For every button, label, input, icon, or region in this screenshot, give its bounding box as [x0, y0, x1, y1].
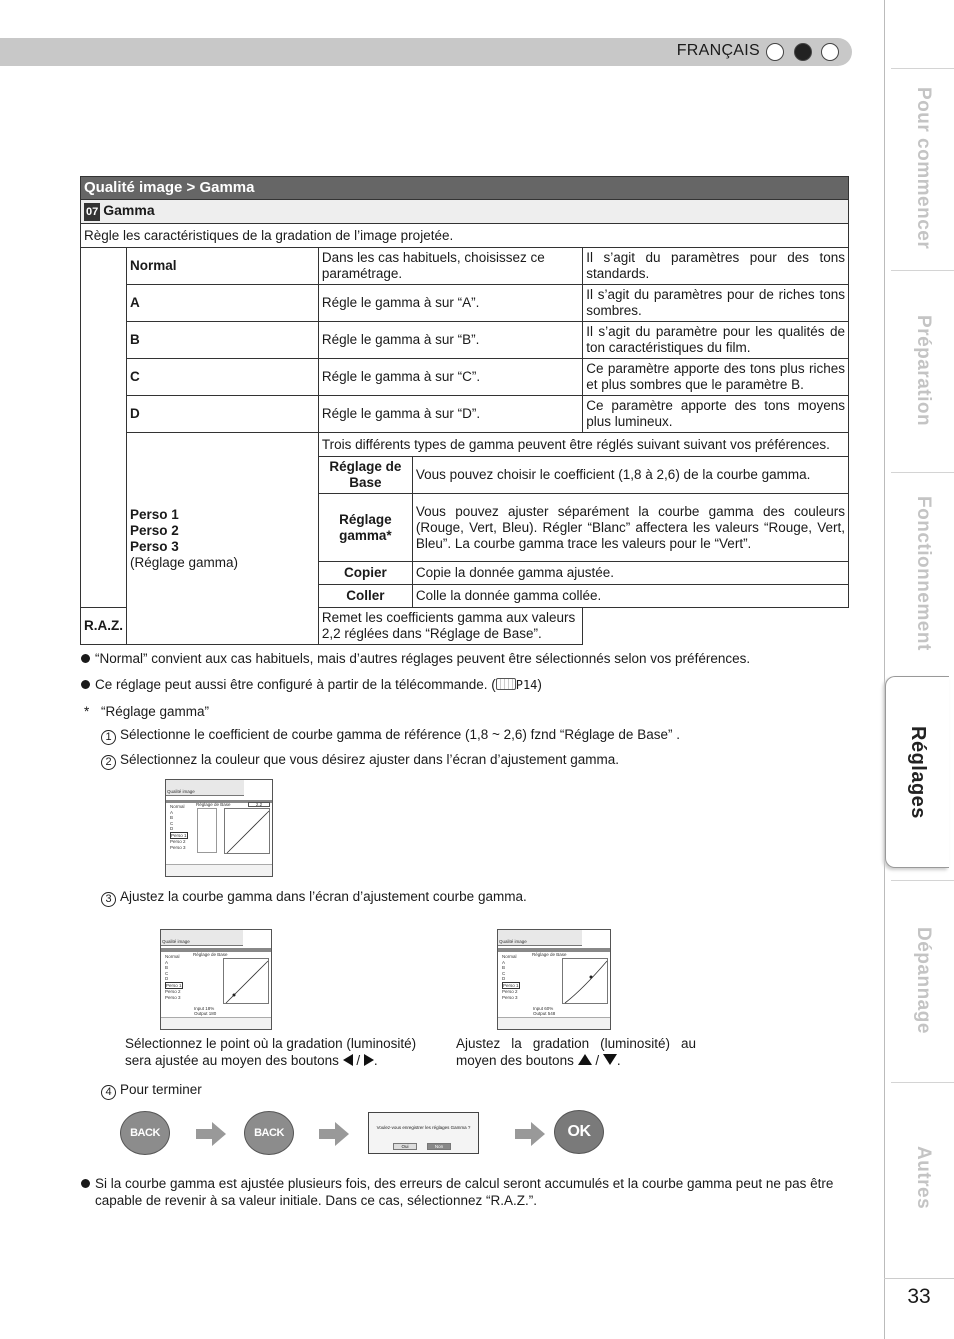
screen-list: Normal A B C D Perso 1 Perso 2 Perso 3 [170, 804, 187, 850]
step-1: 1 Sélectionne le coefficient de courbe gamma de référence (1,8 ~ 2,6) fznd “Réglage de Base” . [101, 726, 861, 745]
step-2: 2 Sélectionnez la couleur que vous désirez ajuster dans l’écran d’ajustement gamma. [101, 751, 861, 770]
row-note: Ce paramètre apporte des tons plus riches et plus sombres que le paramètre B. [583, 359, 849, 396]
page-reference[interactable]: P14 [515, 678, 538, 692]
tab-pour-commencer[interactable]: Pour commencer [891, 68, 954, 268]
screen-list: Normal A B C D Perso 1 Perso 2 Perso 3 [502, 954, 519, 1000]
screen-menu-bar: Qualité image [166, 780, 244, 796]
language-dot-icon [821, 43, 839, 61]
save-dialog [368, 1112, 479, 1154]
row-name: A [127, 285, 319, 322]
row-action: Régle le gamma à sur “C”. [318, 359, 582, 396]
table-row [81, 359, 849, 396]
star-title: “Réglage gamma” [101, 704, 210, 719]
down-arrow-icon [603, 1054, 617, 1065]
perso-cell [127, 433, 319, 645]
row-name: Normal [127, 248, 319, 285]
screen-buttons [197, 808, 217, 853]
dialog-text: Voulez-vous enregistrer les réglages Gamma ? [376, 1125, 471, 1130]
row-note: Il s’agit du paramètres pour de riches tons sombres. [583, 285, 849, 322]
row-note: Ce paramètre apporte des tons moyens plus lumineux. [583, 396, 849, 433]
table-row [81, 285, 849, 322]
ok-button-icon: OK [554, 1110, 604, 1154]
subrow-desc: Vous pouvez ajuster séparément la courbe gamma des couleurs (Rouge, Vert, Bleu). Régler “Blanc” affectera les valeurs “Rouge, Vert, Bleu”. La courbe gamma trace les valeurs pour le “Vert”. [412, 494, 848, 562]
table-row [81, 322, 849, 359]
screen-footer [498, 1017, 610, 1029]
language-dot-active-icon [794, 43, 812, 61]
item-description: Règle les caractéristiques de la gradation de l’image projetée. [81, 224, 849, 248]
perso-name: Perso 3 [130, 538, 179, 554]
table-row [81, 248, 849, 285]
indent-cell [81, 248, 127, 608]
row-action: Dans les cas habituels, choisissez ce paramétrage. [318, 248, 582, 285]
arrow-right-icon [515, 1122, 545, 1146]
screen-list: Normal A B C D Perso 1 Perso 2 Perso 3 [165, 954, 182, 1000]
screen-menu-bar: Qualité image [498, 930, 582, 946]
screen-footer [166, 864, 272, 876]
row-action: Régle le gamma à sur “B”. [318, 322, 582, 359]
step-number-icon: 2 [101, 755, 116, 770]
subrow-name: Réglage de Base [318, 457, 412, 494]
subrow-name: Réglage gamma* [318, 494, 412, 562]
row-action: Régle le gamma à sur “D”. [318, 396, 582, 433]
step-3: 3 Ajustez la courbe gamma dans l’écran d’ajustement courbe gamma. [101, 888, 861, 907]
screen-sub-label: Réglage de Base [196, 802, 231, 807]
gamma-graph [223, 958, 269, 1004]
perso-suffix: (Réglage gamma) [130, 554, 239, 570]
screen-io-values: Input 18% Output 180 [194, 1006, 217, 1016]
row-name: C [127, 359, 319, 396]
arrow-right-icon [319, 1122, 349, 1146]
screen-menu-bar: Qualité image [161, 930, 243, 946]
table-title: Qualité image > Gamma [81, 177, 849, 200]
screen-sub-label: Réglage de Base [193, 952, 228, 957]
step-number-icon: 4 [101, 1085, 116, 1100]
subrow-desc: Colle la donnée gamma collée. [412, 585, 848, 608]
gamma-graph [224, 808, 270, 854]
language-dot-icon [766, 43, 784, 61]
caption-right: Ajustez la gradation (luminosité) au moyen des boutons / . [456, 1036, 696, 1068]
dialog-yes-button: Oui [393, 1143, 417, 1150]
caption-left: Sélectionnez le point où la gradation (luminosité) sera ajustée au moyen des boutons / . [125, 1036, 417, 1068]
gamma-table [80, 176, 849, 645]
language-label: FRANÇAIS [676, 42, 760, 59]
up-arrow-icon [578, 1054, 592, 1065]
language-bar [0, 38, 852, 66]
tab-depannage[interactable]: Dépannage [891, 880, 954, 1080]
step-number-icon: 1 [101, 730, 116, 745]
bullet-icon [81, 654, 90, 663]
gamma-graph [562, 958, 608, 1004]
note-bullet: Si la courbe gamma est ajustée plusieurs fois, des erreurs de calcul seront accumulés et la courbe gamma peut ne pas être capable de revenir à sa valeur initiale. Dans ce cas, sélectionnez “R.A.Z.”. [95, 1176, 834, 1208]
back-button-icon: BACK [244, 1111, 294, 1155]
tab-autres[interactable]: Autres [891, 1082, 954, 1272]
note-bullet: “Normal” convient aux cas habituels, mais d’autres réglages peuvent être sélectionnés selon vos préférences. [95, 651, 751, 666]
item-number-badge: 07 [84, 203, 100, 221]
chapter-sidebar [884, 0, 954, 1339]
gamma-curve-screen-thumbnail [160, 929, 272, 1030]
subrow-desc: Vous pouvez choisir le coefficient (1,8 à 2,6) de la courbe gamma. [412, 457, 848, 494]
row-name: B [127, 322, 319, 359]
bullet-icon [81, 1179, 90, 1188]
subrow-name: R.A.Z. [81, 608, 127, 645]
tab-fonctionnement[interactable]: Fonctionnement [891, 472, 954, 674]
subrow-desc: Copie la donnée gamma ajustée. [412, 562, 848, 585]
item-name: Gamma [103, 202, 155, 218]
back-button-icon: BACK [120, 1111, 170, 1155]
row-note: Il s’agit du paramètres pour des tons standards. [583, 248, 849, 285]
screen-footer [161, 1017, 271, 1029]
subrow-desc: Remet les coefficients gamma aux valeurs 2,2 réglées dans “Réglage de Base”. [318, 608, 582, 645]
right-arrow-icon [364, 1054, 374, 1066]
perso-name: Perso 2 [130, 522, 179, 538]
subrow-name: Coller [318, 585, 412, 608]
screen-sub-label: Réglage de Base [532, 952, 567, 957]
page-reference-icon [496, 678, 516, 690]
gamma-screen-thumbnail [165, 779, 273, 877]
dialog-no-button: Non [427, 1143, 451, 1150]
step-4: 4 Pour terminer [101, 1081, 202, 1100]
screen-io-values: Input 60% Output 548 [533, 1006, 556, 1016]
table-row [81, 396, 849, 433]
subrow-name: Copier [318, 562, 412, 585]
row-action: Régle le gamma à sur “A”. [318, 285, 582, 322]
left-arrow-icon [343, 1054, 353, 1066]
perso-intro: Trois différents types de gamma peuvent être réglés suivant suivant vos préférences. [318, 433, 848, 457]
item-heading [81, 200, 849, 224]
tab-reglages[interactable]: Réglages [885, 676, 949, 868]
tab-preparation[interactable]: Préparation [891, 270, 954, 470]
arrow-right-icon [196, 1122, 226, 1146]
perso-name: Perso 1 [130, 506, 179, 522]
step-number-icon: 3 [101, 892, 116, 907]
page-number: 33 [884, 1278, 954, 1309]
row-note: Il s’agit du paramètre pour les qualités de ton caractéristiques du film. [583, 322, 849, 359]
bullet-icon [81, 680, 90, 689]
asterisk: * [84, 704, 90, 719]
screen-sub-value: 2,2 [248, 802, 270, 807]
row-name: D [127, 396, 319, 433]
note-bullet: Ce réglage peut aussi être configuré à partir de la télécommande. ( P14) [95, 677, 542, 692]
gamma-curve-screen-thumbnail [497, 929, 611, 1030]
